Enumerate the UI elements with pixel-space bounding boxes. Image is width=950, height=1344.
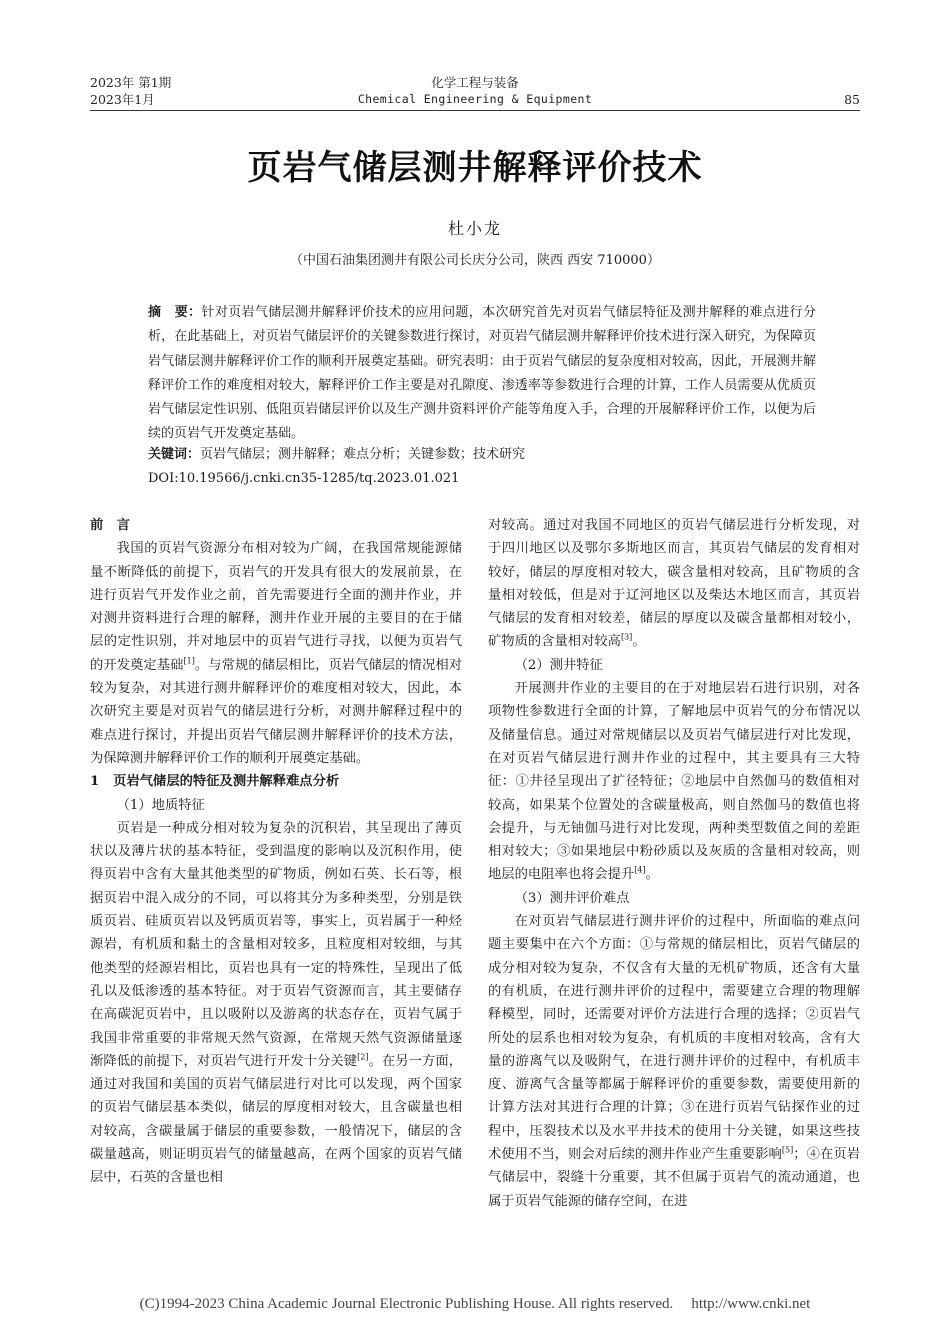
section-1-heading <box>90 770 462 793</box>
section-number: 1 <box>90 774 100 790</box>
issue-label: 2023年 第1期 <box>90 75 172 90</box>
page-number: 85 <box>844 92 860 107</box>
paragraph-text: 在对页岩气储层进行测井评价的过程中，所面临的难点问题主要集中在六个方面：①与常规的储层相比，页岩气储层的成分相对较为复杂，不仅含有大量的无机矿物质，还含有大量的有机质，在进行测井评价的过程中，需要建立合理的物理解释模型，同时，还需要对评价方法进行合理的选择；②页岩气所处的层系也相对较为复杂，有机质的丰度相对较高，含有大量的游离气以及吸附气，在进行测井评价的过程中，有机质丰度、游离气含量等都属于解释评价的重要参数，需要使用新的计算方法对其进行合理的计算；③在进行页岩气钻探作业的过程中，压裂技术以及水平井技术的使用十分关键，如果这些技术使用不当，则会对后续的测井作业产生重要影响 <box>488 914 860 1163</box>
subsection-geology: （1）地质特征 <box>116 797 205 813</box>
journal-name-en: Chemical Engineering & Equipment <box>357 92 593 106</box>
cnki-link[interactable]: http://www.cnki.net <box>691 1296 811 1312</box>
paragraph-text: 页岩是一种成分相对较为复杂的沉积岩，其呈现出了薄页状以及薄片状的基本特征，受到温度的影响以及沉积作用，使得页岩中含有大量其他类型的矿物质，例如石英、长石等，根据页岩中混入成分的不同，可以将其分为多种类型，分别是铁质页岩、硅质页岩以及钙质页岩等，事实上，页岩属于一种烃源岩，有机质和黏土的含量相对较多，且粒度相对较细，与其他类型的烃源岩相比，页岩也具有一定的特殊性，呈现出了低孔以及低渗透的基本特征。对于页岩气资源而言，其主要储存在高碳泥页岩中，且以吸附以及游离的状态存在，页岩气属于我国非常重要的非常规天然气资源，在常规天然气资源储量逐渐降低的前提下，对页岩气进行开发十分关键 <box>90 820 462 1069</box>
paragraph-text: 开展测井作业的主要目的在于对地层岩石进行识别，对各项物性参数进行全面的计算，了解地层中页岩气的分布情况以及储量信息。通过对常规储层以及页岩气储层进行对比发现，在对页岩气储层进行测井作业的过程中，其主要具有三大特征：①井径呈现出了扩径特征；②地层中自然伽马的数值相对较高，如果某个位置处的含碳量极高，则自然伽马的数值也将会提升，与无铀伽马进行对比发现，两种类型数值之间的差距相对较大；③如果地层中粉砂质以及灰质的含量相对较高，则地层的电阻率也将会提升 <box>488 681 860 883</box>
keywords-label: 关键词： <box>148 447 201 462</box>
citation-3: [3] <box>620 633 633 643</box>
author-name: 杜小龙 <box>447 219 502 238</box>
page-footer <box>0 1296 950 1313</box>
paragraph-text: ；④在页岩气储层中，裂缝十分重要，其不但属于页岩气的流动通道，也属于页岩气能源的储存空间，在进 <box>488 1147 861 1209</box>
paper-title: 页岩气储层测井解释评价技术 <box>247 148 703 188</box>
keywords-text: 页岩气储层；测井解释；难点分析；关键参数；技术研究 <box>200 447 526 462</box>
paragraph-difficulties <box>488 910 860 1213</box>
copyright-notice: (C)1994-2023 China Academic Journal Electronic Publishing House. All rights reserved. <box>139 1296 674 1312</box>
citation-2: [2] <box>357 1052 369 1062</box>
paragraph-logging <box>488 677 860 887</box>
subsection-difficulties: （3）测井评价难点 <box>514 890 630 906</box>
subsection-logging: （2）测井特征 <box>514 657 603 673</box>
paragraph-text: 我国的页岩气资源分布相对较为广阔，在我国常规能源储量不断降低的前提下，页岩气的开发具有很大的发展前景，在进行页岩气开发作业之前，首先需要进行全面的测井作业，并对测井资料进行合理的解释，测井作业开展的主要目的在于储层的定性识别，并对地层中的页岩气进行寻找，以便为页岩气的开发奠定基础 <box>90 541 462 673</box>
journal-name-cn: 化学工程与装备 <box>431 75 519 90</box>
citation-5: [5] <box>781 1145 794 1155</box>
section-title: 页岩气储层的特征及测井解释难点分析 <box>113 774 340 790</box>
date-label: 2023年1月 <box>90 92 155 107</box>
preface-heading-text: 前言 <box>90 518 144 533</box>
paragraph-text: 。与常规的储层相比，页岩气储层的情况相对较为复杂，对其进行测井解释评价的难度相对较大，因此，本次研究主要是对页岩气的储层进行分析，对测井解释过程中的难点进行探讨，并提出页岩气储层测井解释评价的技术方法，为保障测井解释评价工作的顺利开展奠定基础。 <box>90 657 463 766</box>
running-header-center <box>0 74 950 108</box>
paragraph-geology <box>90 817 462 1190</box>
paragraph-geology-cont <box>488 514 860 654</box>
paragraph-intro <box>90 537 462 770</box>
doi: DOI:10.19566/j.cnki.cn35-1285/tq.2023.01.021 <box>148 471 460 486</box>
paragraph-text: 。 <box>632 634 646 650</box>
abstract-text: 针对页岩气储层测井解释评价技术的应用问题，本次研究首先对页岩气储层特征及测井解释的难点进行分析，在此基础上，对页岩气储层评价的关键参数进行探讨，对页岩气储层测井解释评价技术进行深入研究，为保障页岩气储层测井解释评价工作的顺利开展奠定基础。研究表明：由于页岩气储层的复杂度相对较高，因此，开展测井解释评价工作的难度相对较大，解释评价工作主要是对孔隙度、渗透率等参数进行合理的计算，工作人员需要从优质页岩气储层定性识别、低阻页岩储层评价以及生产测井资料评价产能等角度入手，合理的开展解释评价工作，以便为后续的页岩气开发奠定基础。 <box>148 305 816 442</box>
citation-4: [4] <box>634 866 646 876</box>
preface-heading <box>90 514 462 537</box>
body-column-right <box>488 514 860 1213</box>
abstract-label: 摘 要： <box>148 305 202 320</box>
paragraph-text: 对较高。通过对我国不同地区的页岩气储层进行分析发现，对于四川地区以及鄂尔多斯地区而言，其页岩气储层的发育相对较好，储层的厚度相对较大，碳含量相对较高，且矿物质的含量相对较低，但是对于辽河地区以及柴达木地区而言，其页岩气储层的发育相对较差，储层的厚度以及碳含量都相对较小，矿物质的含量相对较高 <box>488 518 860 650</box>
keywords <box>148 446 816 464</box>
paragraph-text: 。在另一方面，通过对我国和美国的页岩气储层进行对比可以发现，两个国家的页岩气储层基本类似，储层的厚度相对较大，且含碳量也相对较高，含碳量属于储层的重要参数，一般情况下，储层的含碳量越高，则证明页岩气的储量越高，在两个国家的页岩气储层中，石英的含量也相 <box>90 1053 463 1186</box>
affiliation: （中国石油集团测井有限公司长庆分公司，陕西 西安 710000） <box>290 253 660 268</box>
paragraph-text: 。 <box>645 867 659 883</box>
header-divider <box>90 110 860 111</box>
body-column-left <box>90 514 462 1190</box>
citation-1: [1] <box>183 656 195 666</box>
abstract <box>148 301 816 447</box>
